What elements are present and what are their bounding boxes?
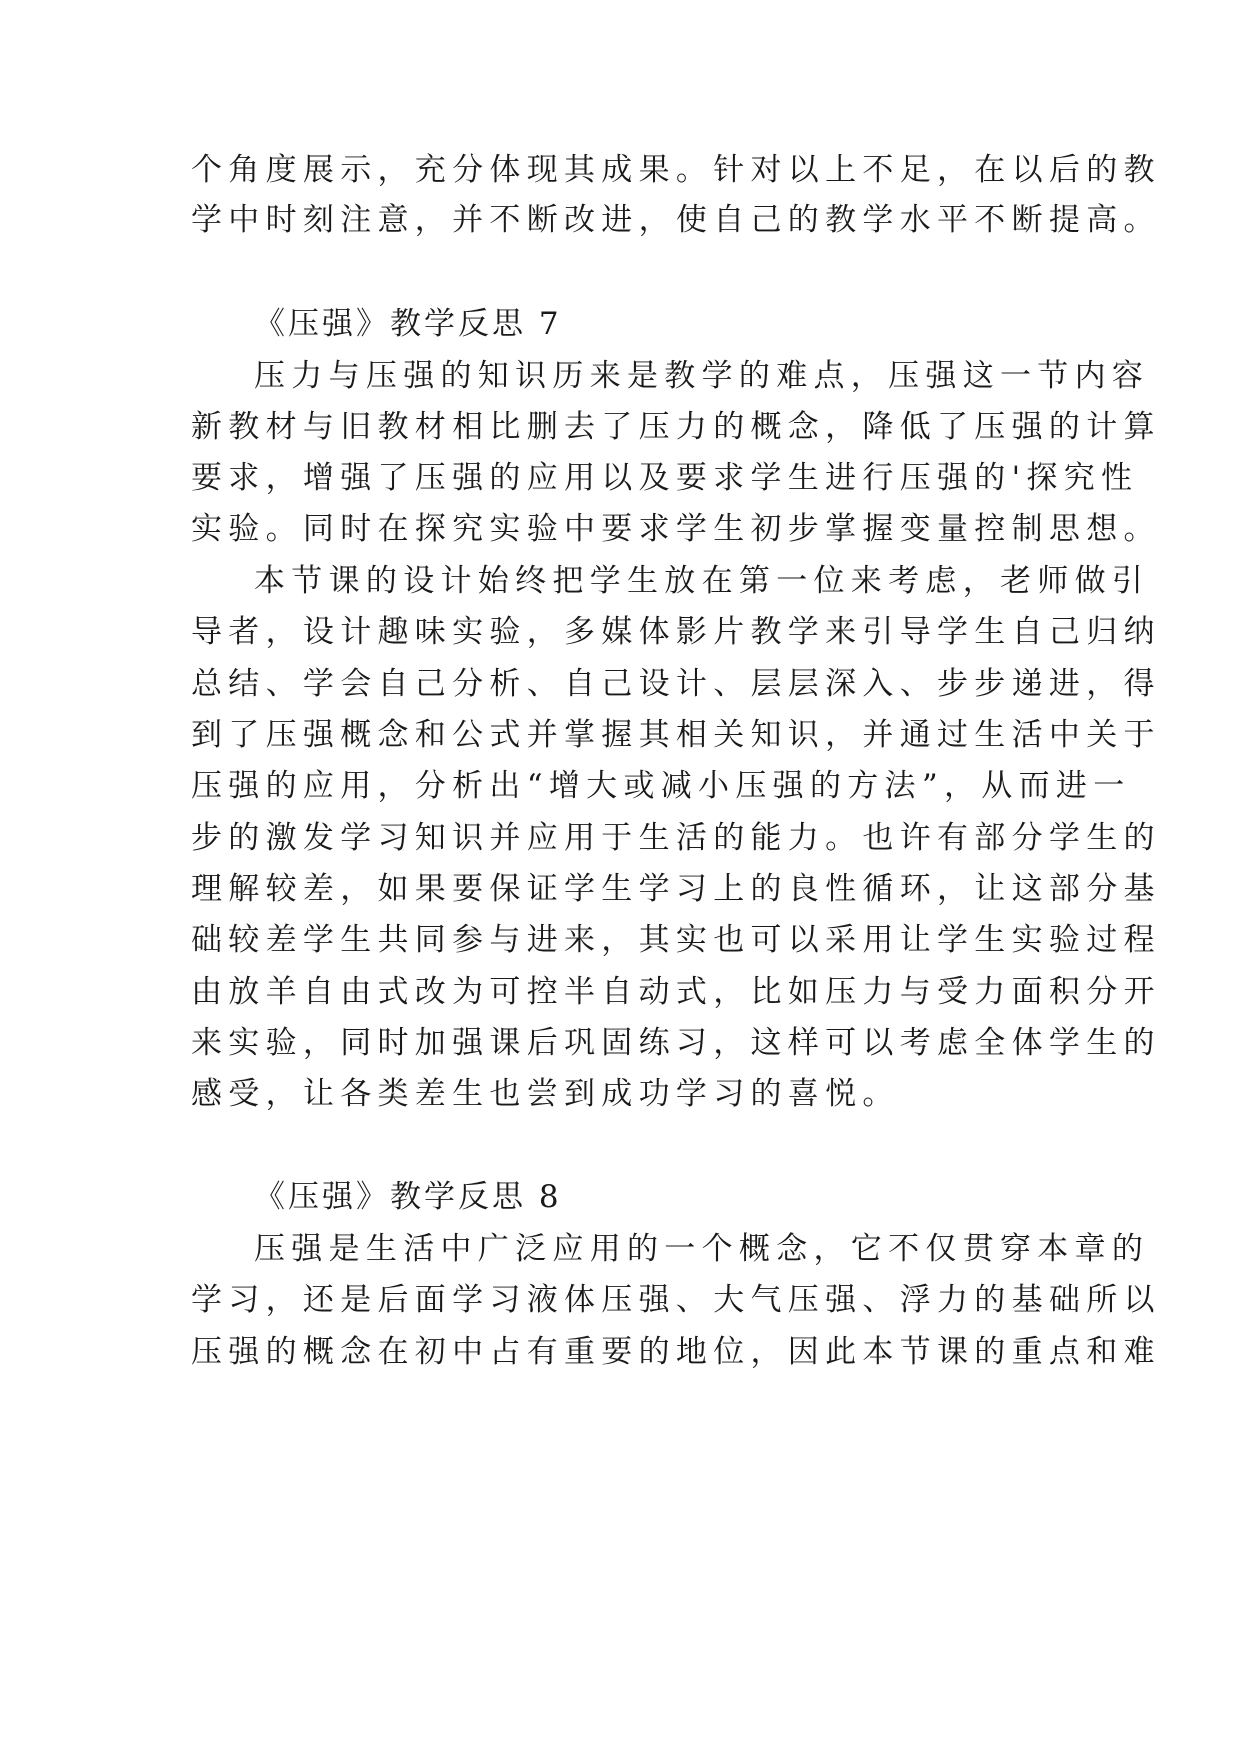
section-8-p1-line-1: 压强是生活中广泛应用的一个概念，它不仅贯穿本章的 <box>254 1231 1150 1267</box>
section-7-p2-line-6: 步的激发学习知识并应用于生活的能力。也许有部分学生的 <box>191 820 1161 856</box>
section-7-p2-line-5: 压强的应用，分析出“增大或减小压强的方法”，从而进一 <box>191 768 1131 804</box>
section-7-p2-line-8: 础较差学生共同参与进来，其实也可以采用让学生实验过程 <box>191 922 1161 958</box>
section-8-heading: 《压强》教学反思 8 <box>254 1179 562 1215</box>
intro-line-1: 个角度展示，充分体现其成果。针对以上不足，在以后的教 <box>191 152 1161 188</box>
intro-line-2: 学中时刻注意，并不断改进，使自己的教学水平不断提高。 <box>191 202 1161 238</box>
section-7-p1-line-3: 要求，增强了压强的应用以及要求学生进行压强的'探究性 <box>191 460 1139 496</box>
section-7-p2-line-1: 本节课的设计始终把学生放在第一位来考虑，老师做引 <box>254 563 1150 599</box>
section-8-p1-line-3: 压强的概念在初中占有重要的地位，因此本节课的重点和难 <box>191 1334 1161 1370</box>
section-7-p2-line-9: 由放羊自由式改为可控半自动式，比如压力与受力面积分开 <box>191 974 1161 1010</box>
section-7-p1-line-4: 实验。同时在探究实验中要求学生初步掌握变量控制思想。 <box>191 511 1161 547</box>
section-8-p1-line-2: 学习，还是后面学习液体压强、大气压强、浮力的基础所以 <box>191 1282 1161 1318</box>
section-7-p2-line-2: 导者，设计趣味实验，多媒体影片教学来引导学生自己归纳 <box>191 614 1161 650</box>
section-7-p2-line-7: 理解较差，如果要保证学生学习上的良性循环，让这部分基 <box>191 871 1161 907</box>
section-7-p1-line-2: 新教材与旧教材相比删去了压力的概念，降低了压强的计算 <box>191 409 1161 445</box>
section-7-p2-line-4: 到了压强概念和公式并掌握其相关知识，并通过生活中关于 <box>191 717 1161 753</box>
section-7-p2-line-3: 总结、学会自己分析、自己设计、层层深入、步步递进，得 <box>191 666 1161 702</box>
section-7-heading: 《压强》教学反思 7 <box>254 306 562 342</box>
section-7-p1-line-1: 压力与压强的知识历来是教学的难点，压强这一节内容 <box>254 358 1150 394</box>
section-7-p2-line-10: 来实验，同时加强课后巩固练习，这样可以考虑全体学生的 <box>191 1025 1161 1061</box>
section-7-p2-line-11: 感受，让各类差生也尝到成功学习的喜悦。 <box>191 1076 900 1112</box>
